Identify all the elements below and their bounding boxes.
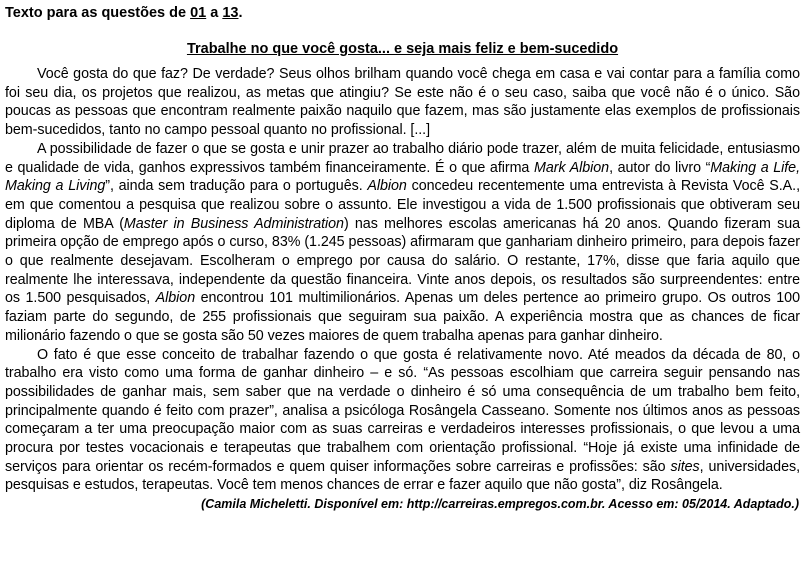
paragraph-3: [5, 346, 800, 496]
p2-segment-4: concedeu recentemente uma entrevista à Revista Você S.A., em que comentou a pesquisa que realizou sobre o assunto. Ele investigou a vida de 1.500 profissionais que obtiveram seu diploma de MBA (: [5, 178, 801, 232]
text-title: Trabalhe no que você gosta... e seja mais feliz e bem-sucedido: [186, 41, 619, 57]
header-suffix: .: [238, 5, 243, 21]
questions-header: [5, 4, 800, 22]
p2-segment-1: A possibilidade de fazer o que se gosta e unir prazer ao trabalho diário pode trazer, além de muita felicidade, entusiasmo e qualidade de vida, ganhos expressivos também financeiramente. É o que afirma: [5, 140, 800, 176]
paragraph-2: [5, 140, 800, 346]
p2-albion-2: Albion: [155, 290, 196, 307]
header-middle: a: [206, 5, 223, 21]
p2-mba-term: Master in Business Administration: [123, 215, 344, 232]
paragraph-1: Você gosta do que faz? De verdade? Seus olhos brilham quando você chega em casa e vai contar para a família como foi seu dia, os projetos que realizou, as metas que atingiu? Se este não é o seu caso, saiba que você não é o único. São poucas as pessoas que encontram realmente paixão naquilo que fazem, mas são justamente elas exemplos de profissionais bem-sucedidos, tanto no campo pessoal quanto no profissional. [...]: [5, 66, 800, 139]
document-page: [5, 4, 800, 512]
p3-segment-1: O fato é que esse conceito de trabalhar fazendo o que gosta é relativamente novo. Até meados da década de 80, o trabalho era visto como uma forma de ganhar dinheiro – e só. “As pessoas escolhiam que carreira seguir pensando nas possibilidades de ganhar mais, sem saber que na verdade o dinheiro é só uma consequência de um trabalho bem feito, principalmente quando é feito com prazer”, analisa a psicóloga Rosângela Casseano. Somente nos últimos anos as pessoas começaram a ter uma preocupação maior com as suas carreiras e verdadeiros interesses profissionais, o que levou a uma procura por testes vocacionais e terapeutas que trabalhem com orientação profissional. “Hoje já existe uma infinidade de serviços para orientar os recém-formados e quem quiser informações sobre carreiras e profissões: são: [5, 346, 800, 475]
p2-segment-6: encontrou 101 multimilionários. Apenas um deles pertence ao primeiro grupo. Os outros 100 faziam parte do segundo, de 255 profissionais que seguiram sua paixão. A experiência mostra que as chances de ficar milionário fazendo o que se gosta são 50 vezes maiores de quem trabalha apenas para ganhar dinheiro.: [5, 290, 800, 344]
p3-sites-term: sites: [670, 458, 700, 475]
source-citation: (Camila Micheletti. Disponível em: http://carreiras.empregos.com.br. Acesso em: 05/2014. Adaptado.): [201, 497, 799, 512]
p2-author: Mark Albion: [533, 159, 610, 176]
header-prefix: Texto para as questões de: [5, 5, 191, 21]
p3-segment-2: , universidades, pesquisas e estudos, terapeutas. Você tem menos chances de errar e fazer aquilo que não gosta”, diz Rosângela.: [5, 458, 801, 494]
p2-albion-1: Albion: [367, 178, 407, 195]
header-first-question: 01: [190, 5, 207, 21]
p2-book-title: Making a Life, Making a Living: [5, 159, 801, 195]
p2-segment-5: ) nas melhores escolas americanas há 20 anos. Quando fizeram sua primeira opção de emprego após o curso, 83% (1.245 pessoas) afirmaram que ganhariam dinheiro primeiro, para depois fazer o que realmente desejavam. Escolheram o emprego por causa do salário. O restante, 17%, disse que faria aquilo que realmente lhe interessava, independente da questão financeira. Vinte anos depois, os resultados são surpreendentes: entre os 1.500 pesquisados,: [5, 215, 800, 307]
p2-segment-2: , autor do livro “: [609, 159, 711, 176]
header-last-question: 13: [222, 5, 239, 21]
p2-segment-3: ”, ainda sem tradução para o português.: [105, 178, 368, 195]
